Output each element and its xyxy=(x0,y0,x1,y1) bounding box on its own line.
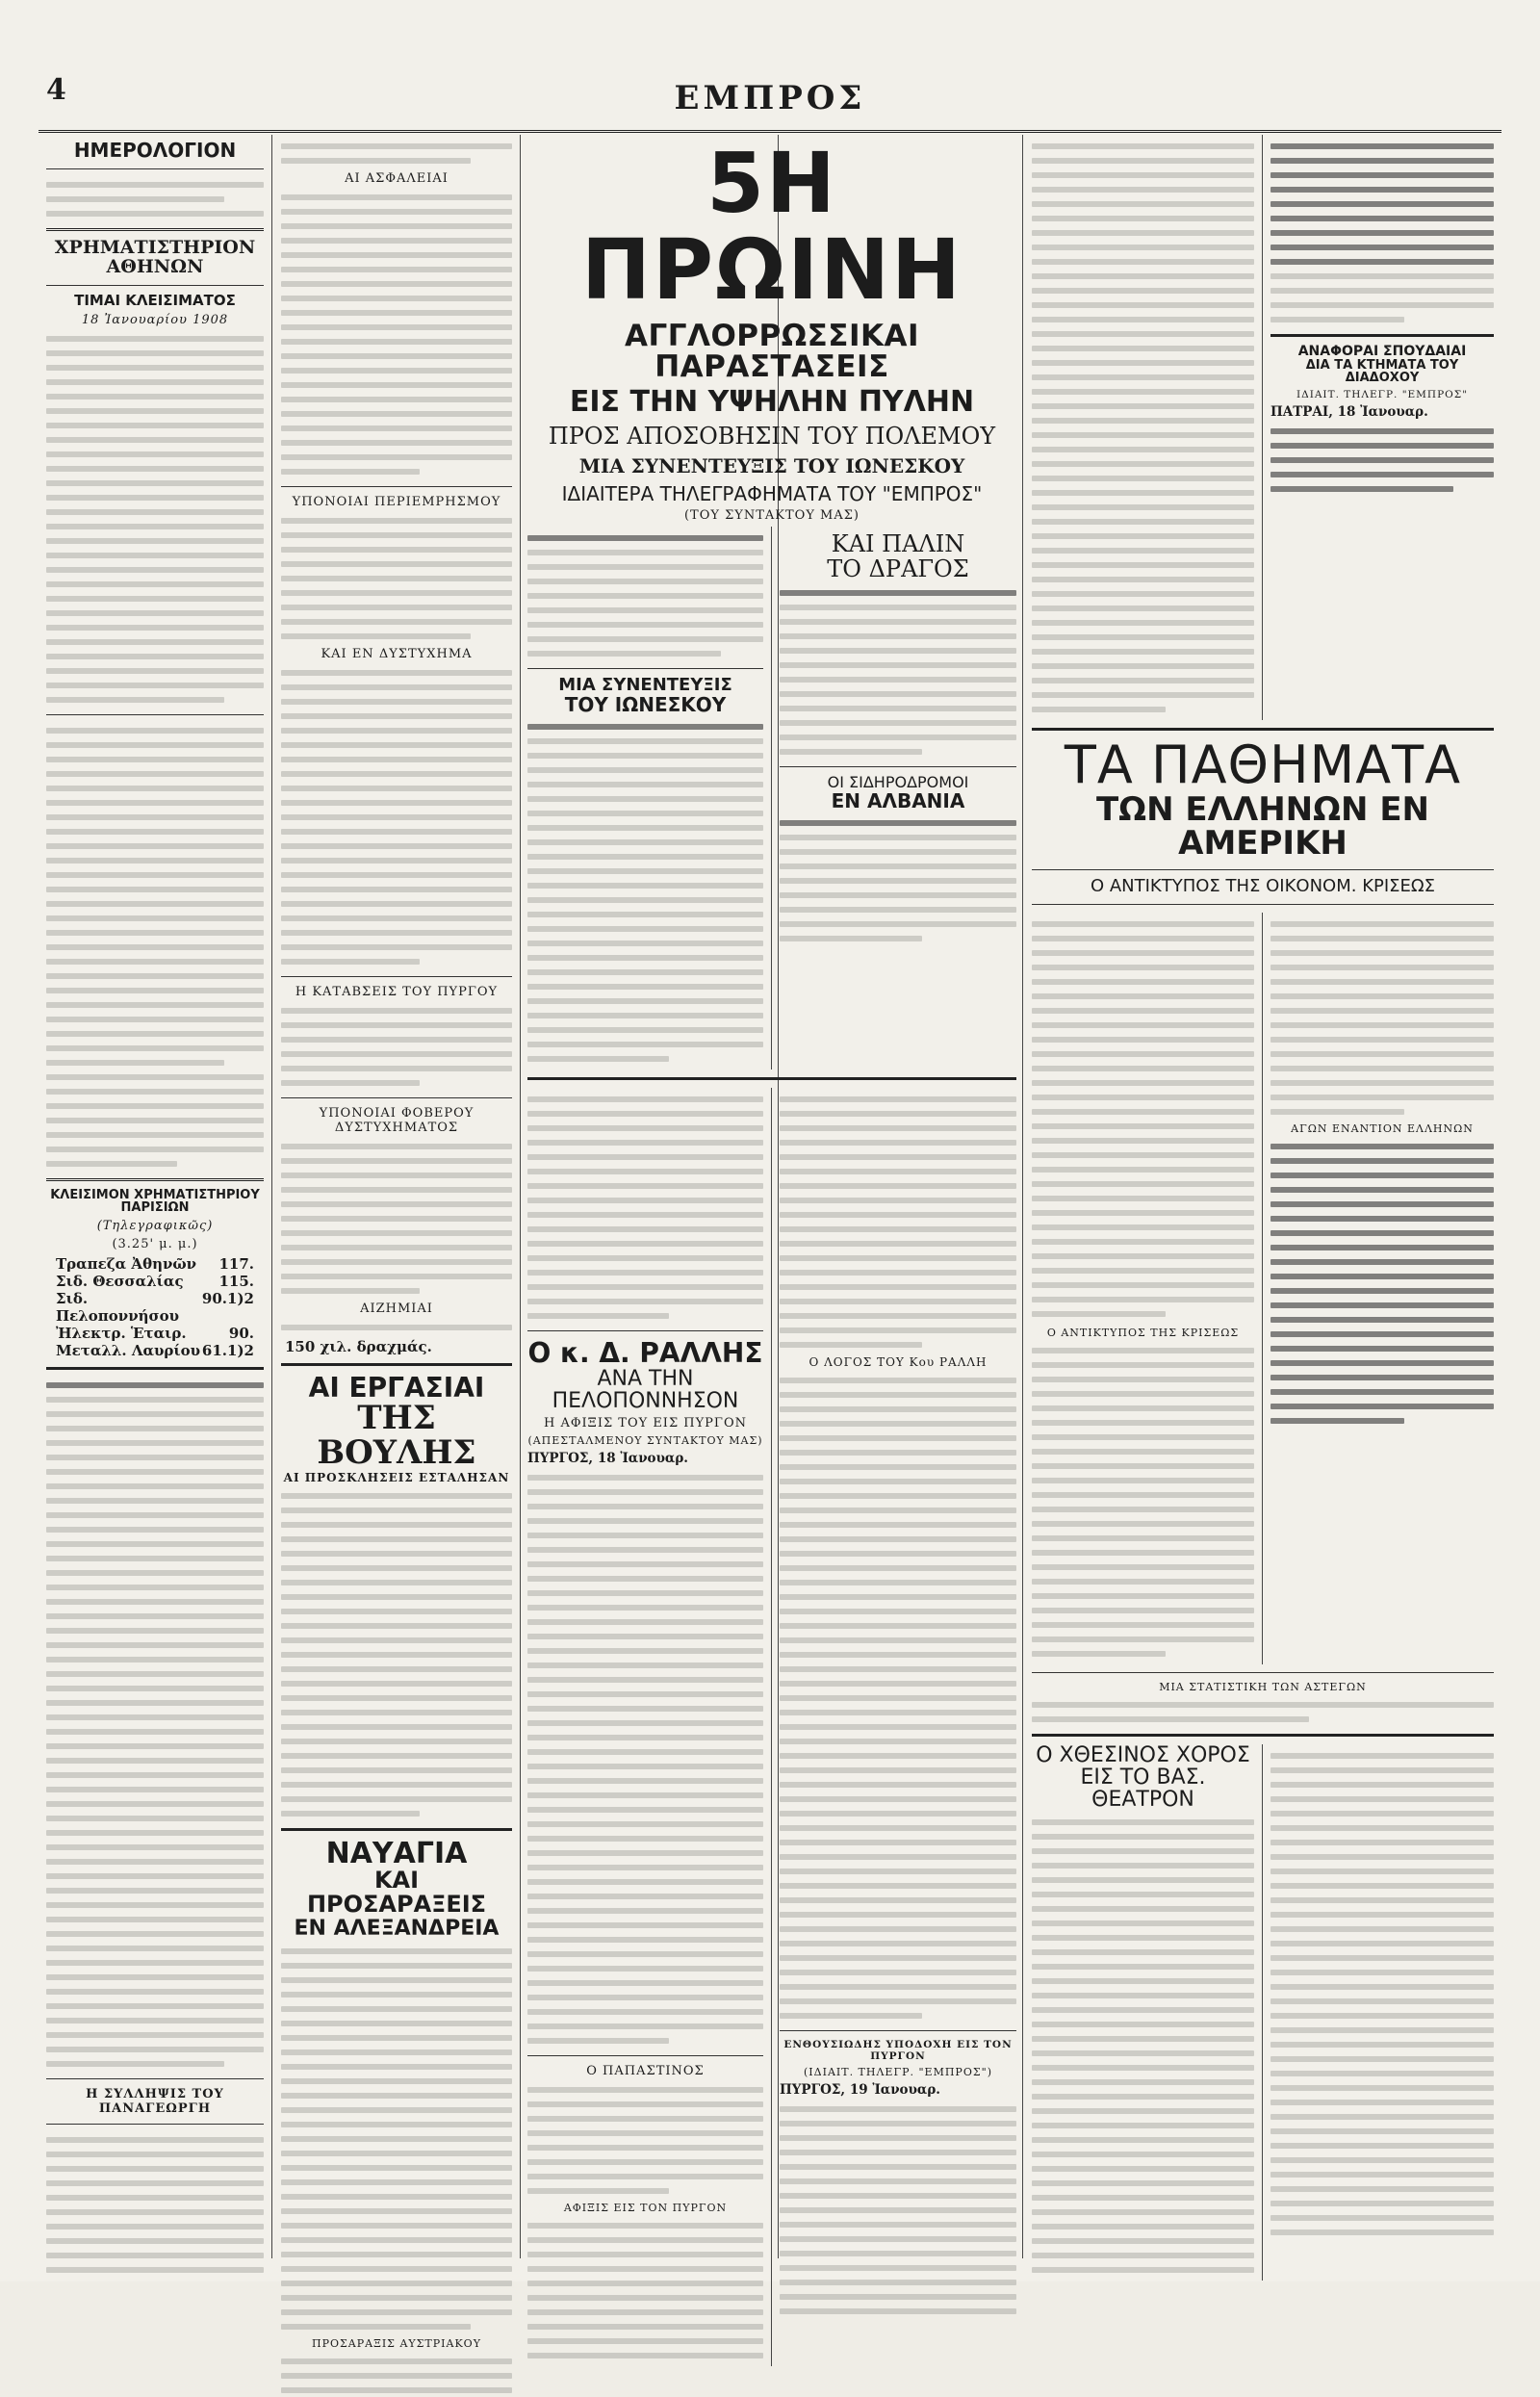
column-divider xyxy=(271,135,272,2258)
calendar-title: ΗΜΕΡΟΛΟΓΙΟΝ xyxy=(73,139,237,162)
struggle-title: ΑΓΩΝ ΕΝΑΝΤΙΟΝ ΕΛΛΗΝΩΝ xyxy=(1291,1121,1474,1135)
suffering-title-1: ΤΑ ΠΑΘΗΜΑΤΑ xyxy=(1064,735,1462,795)
right-section xyxy=(1024,135,1502,2258)
parliament-title-1: ΑΙ ΕΡΓΑΣΙΑΙ xyxy=(308,1372,485,1404)
departure-title: ΑΦΙΞΙΣ ΕΙΣ ΤΟΝ ΠΥΡΓΟΝ xyxy=(563,2201,728,2214)
main-subcolumns xyxy=(527,527,1016,1070)
masthead xyxy=(38,6,1502,133)
right-bottom xyxy=(1032,1744,1494,2281)
reports-corr: ΙΔΙΑΙΤ. ΤΗΛΕΓΡ. "ΕΜΠΡΟΣ" xyxy=(1296,388,1469,400)
paris-row: Τραπεζα Ἀθηνῶν 117. xyxy=(56,1254,254,1273)
rail-title-2: ΕΝ ΑΛΒΑΝΙΑ xyxy=(831,788,965,812)
telegrams-line: ΙΔΙΑΙΤΕΡΑ ΤΗΛΕΓΡΑΦΗΜΑΤΑ ΤΟΥ "ΕΜΠΡΟΣ" xyxy=(561,482,983,506)
crisis-title: Ο ΑΝΤΙΚΤΥΠΟΣ ΤΗΣ ΚΡΙΣΕΩΣ xyxy=(1046,1326,1240,1339)
suffering-title-2: ΤΩΝ ΕΛΛΗΝΩΝ ΕΝ ΑΜΕΡΙΚΗ xyxy=(1095,789,1430,863)
interview-title-2: ΤΟΥ ΙΩΝΕΣΚΟΥ xyxy=(564,693,727,717)
main-subcol-left xyxy=(527,527,772,1070)
rallis-sub: Η ΑΦΙΞΙΣ ΤΟΥ ΕΙΣ ΠΥΡΓΟΝ xyxy=(544,1415,747,1430)
right-top xyxy=(1032,135,1494,720)
exchange-date: 18 Ἰανουαρίου 1908 xyxy=(81,312,229,327)
rallis-title-1: Ο κ. Δ. ΡΑΛΛΗΣ xyxy=(527,1337,763,1370)
paris-time: (3.25' μ. μ.) xyxy=(112,1236,198,1251)
rallis-corr: (ΑΠΕΣΤΑΛΜΕΝΟΥ ΣΥΝΤΑΚΤΟΥ ΜΑΣ) xyxy=(527,1433,763,1447)
price-table xyxy=(46,331,264,707)
rallis-speech-title: Ο ΛΟΓΟΣ ΤΟΥ Κου ΡΑΛΛΗ xyxy=(808,1355,988,1370)
suffering-sub: Ο ΑΝΤΙΚΤΥΠΟΣ ΤΗΣ ΟΙΚΟΝΟΜ. ΚΡΙΣΕΩΣ xyxy=(1090,876,1436,897)
dance-title-2: ΕΙΣ ΤΟ ΒΑΣ. ΘΕΑΤΡΟΝ xyxy=(1080,1766,1206,1813)
edition-headline: 5Η ΠΡΩΙΝΗ xyxy=(580,136,963,320)
right-lower xyxy=(1032,913,1494,1664)
paris-row: Μεταλλ. Λαυρίου 61.1)2 xyxy=(56,1341,254,1359)
main-headline-2: ΕΙΣ ΤΗΝ ΥΨΗΛΗΝ ΠΥΛΗΝ xyxy=(569,384,975,419)
main-lower-left xyxy=(527,1088,772,2366)
again-title-1: ΚΑΙ ΠΑΛΙΝ xyxy=(831,530,965,558)
main-subcol-right xyxy=(772,527,1016,1070)
column-divider xyxy=(1022,135,1023,2258)
main-lower xyxy=(527,1088,1016,2366)
exchange-title: ΧΡΗΜΑΤΙΣΤΗΡΙΟΝ ΑΘΗΝΩΝ xyxy=(54,237,256,277)
paper-name: ΕΜΠΡΟΣ xyxy=(674,79,866,117)
column-1 xyxy=(38,135,271,2258)
parliament-sub: ΑΙ ΠΡΟΣΚΛΗΣΕΙΣ ΕΣΤΑΛΗΣΑΝ xyxy=(283,1470,510,1484)
rail-title-1: ΟΙ ΣΙΔΗΡΟΔΡΟΜΟΙ xyxy=(827,772,969,791)
paris-exchange-title: ΚΛΕΙΣΙΜΟΝ ΧΡΗΜΑΤΙΣΤΗΡΙΟΥ ΠΑΡΙΣΙΩΝ xyxy=(50,1187,260,1216)
right-lower-left xyxy=(1032,913,1263,1664)
arrest-title: Η ΣΥΛΛΗΨΙΣ ΤΟΥ ΠΑΝΑΓΕΩΡΓΗ xyxy=(86,2086,224,2116)
main-headline: ΑΓΓΛΟΡΡΩΣΣΙΚΑΙ ΠΑΡΑΣΤΑΣΕΙΣ xyxy=(624,318,920,385)
reception-sub: (ΙΔΙΑΙΤ. ΤΗΛΕΓΡ. "ΕΜΠΡΟΣ") xyxy=(804,2066,992,2079)
reports-sub: ΔΙΑ ΤΑ ΚΤΗΜΑΤΑ ΤΟΥ ΔΙΑΔΟΧΟΥ xyxy=(1305,357,1459,386)
right-lower-right xyxy=(1263,913,1494,1664)
austrian-title: ΠΡΟΣΑΡΑΞΙΣ ΑΥΣΤΡΙΑΚΟΥ xyxy=(312,2336,481,2350)
pyrgos-dateline: ΠΥΡΓΟΣ, 18 Ἰανουαρ. xyxy=(527,1450,688,1466)
main-headline-4: ΜΙΑ ΣΥΝΕΝΤΕΥΞΙΣ ΤΟΥ ΙΩΝΕΣΚΟΥ xyxy=(578,454,965,478)
shipwreck-title-1: ΝΑΥΑΓΙΑ xyxy=(325,1836,468,1870)
main-headline-3: ΠΡΟΣ ΑΠΟΣΟΒΗΣΙΝ ΤΟΥ ΠΟΛΕΜΟΥ xyxy=(548,423,996,451)
paris-row: Ἠλεκτρ. Ἑταιρ. 90. xyxy=(56,1324,254,1342)
right-bottom-right xyxy=(1263,1744,1494,2281)
interview-title-1: ΜΙΑ ΣΥΝΕΝΤΕΥΞΙΣ xyxy=(558,675,732,696)
insurance-title: ΑΙ ΑΣΦΑΛΕΙΑΙ xyxy=(345,171,449,186)
reports-title: ΑΝΑΦΟΡΑΙ ΣΠΟΥΔΑΙΑΙ xyxy=(1297,344,1467,359)
paris-row: Σιδ. Πελοποννήσου 90.1)2 xyxy=(56,1289,254,1325)
stats-title: ΜΙΑ ΣΤΑΤΙΣΤΙΚΗ ΤΩΝ ΑΣΤΕΓΩΝ xyxy=(1159,1680,1367,1693)
column-divider xyxy=(520,135,521,2258)
papastinos-title: Ο ΠΑΠΑΣΤΙΝΟΣ xyxy=(586,2063,705,2078)
fines-amount: 150 χιλ. δραχμάς. xyxy=(285,1338,432,1355)
right-bottom-left xyxy=(1032,1744,1263,2281)
fines-title: ΑΙΖΗΜΙΑΙ xyxy=(360,1302,433,1316)
pyrgos-dateline-2: ΠΥΡΓΟΣ, 19 Ἰανουαρ. xyxy=(780,2082,940,2099)
patras-dateline: ΠΑΤΡΑΙ, 18 Ἰανουαρ. xyxy=(1270,403,1428,420)
correspondent: (ΤΟΥ ΣΥΝΤΑΚΤΟΥ ΜΑΣ) xyxy=(683,508,860,524)
main-section xyxy=(522,135,1022,2258)
parliament-title-2: ΤΗΣ ΒΟΥΛΗΣ xyxy=(317,1399,476,1473)
terrible-accident-title: ΥΠΟΝΟΙΑΙ ΦΟΒΕΡΟΥ ΔΥΣΤΥΧΗΜΑΤΟΣ xyxy=(319,1106,475,1135)
right-top-left xyxy=(1032,135,1263,720)
paris-sub: (Τηλεγραφικῶς) xyxy=(96,1218,214,1233)
again-title-2: ΤΟ ΔΡΑΓΟΣ xyxy=(827,554,969,582)
reception-title: ΕΝΘΟΥΣΙΩΔΗΣ ΥΠΟΔΟΧΗ ΕΙΣ ΤΟΝ ΠΥΡΓΟΝ xyxy=(783,2039,1013,2063)
right-top-right xyxy=(1263,135,1494,720)
main-lower-right xyxy=(772,1088,1016,2366)
closing-prices-title: ΤΙΜΑΙ ΚΛΕΙΣΙΜΑΤΟΣ xyxy=(74,291,236,309)
paris-table xyxy=(46,1255,264,1359)
column-2 xyxy=(273,135,520,2350)
dance-title-1: Ο ΧΘΕΣΙΝΟΣ ΧΟΡΟΣ xyxy=(1036,1742,1250,1767)
rallis-title-2: ΑΝΑ ΤΗΝ ΠΕΛΟΠΟΝΝΗΣΟΝ xyxy=(552,1366,739,1413)
shipwreck-title-2: ΚΑΙ ΠΡΟΣΑΡΑΞΕΙΣ xyxy=(306,1867,487,1919)
suspicions-title: ΥΠΟΝΟΙΑΙ ΠΕΡΙΕΜΡΗΣΜΟΥ xyxy=(292,495,501,509)
page-number: 4 xyxy=(46,73,66,107)
misfortune-title: ΚΑΙ ΕΝ ΔΥΣΤΥΧΗΜΑ xyxy=(321,647,473,661)
shipwreck-title-3: ΕΝ ΑΛΕΞΑΝΔΡΕΙΑ xyxy=(294,1916,500,1941)
tower-title: Η ΚΑΤΑΒΣΕΙΣ ΤΟΥ ΠΥΡΓΟΥ xyxy=(295,985,499,999)
paris-row: Σιδ. Θεσσαλίας 115. xyxy=(56,1272,254,1290)
